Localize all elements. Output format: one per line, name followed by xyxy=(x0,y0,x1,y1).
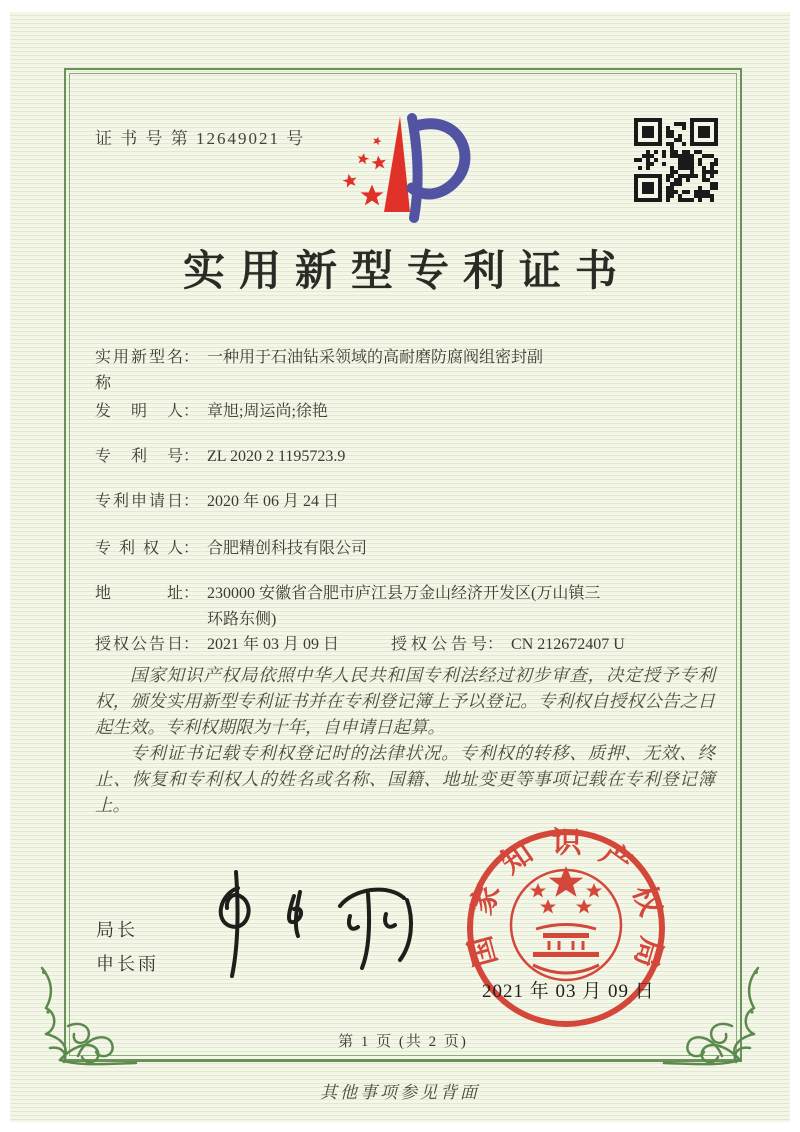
field-row-grant: 授权公告日 ： 2021 年 03 月 09 日 授权公告号 ： CN 212672407 U xyxy=(95,632,625,658)
commissioner-name: 申长雨 xyxy=(96,954,159,974)
field-row-patentee: 专利权人 ： 合肥精创科技有限公司 xyxy=(95,536,367,562)
field-label: 专利权人 xyxy=(95,540,183,557)
back-side-note: 其他事项参见背面 xyxy=(320,1083,480,1102)
signature-icon xyxy=(202,868,437,983)
commissioner-role: 局长 xyxy=(96,920,138,940)
field-label: 专利申请日 xyxy=(95,493,183,510)
page-number: 第 1 页 (共 2 页) xyxy=(338,1034,468,1050)
legal-text xyxy=(95,662,715,818)
certificate-paper xyxy=(10,12,790,1122)
field-label: 发明人 xyxy=(95,403,183,420)
field-label: 授权公告日 xyxy=(95,636,183,653)
field-value: 2020 年 06 月 24 日 xyxy=(207,493,340,510)
field-value: CN 212672407 U xyxy=(511,636,625,653)
legal-paragraph-2: 专利证书记载专利权登记时的法律状况。专利权的转移、质押、无效、终止、恢复和专利权人的姓名或名称、国籍、地址变更等事项记载在专利登记簿上。 xyxy=(95,743,715,815)
legal-paragraph-1: 国家知识产权局依照中华人民共和国专利法经过初步审查，决定授予专利权，颁发实用新型专利证书并在专利登记簿上予以登记。专利权自授权公告之日起生效。专利权期限为十年，自申请日起算。 xyxy=(95,665,715,737)
certificate-number: 证 书 号 第 12649021 号 xyxy=(95,129,306,148)
field-row-filing-date: 专利申请日 ： 2020 年 06 月 24 日 xyxy=(95,489,339,515)
field-value: 2021 年 03 月 09 日 xyxy=(207,636,340,653)
field-row-address: 地址 ： 230000 安徽省合肥市庐江县万金山经济开发区(万山镇三 环路东侧) xyxy=(95,581,600,633)
certificate-title: 实用新型专利证书 xyxy=(182,249,631,295)
field-value: 章旭;周运尚;徐艳 xyxy=(207,403,328,420)
field-value: ZL 2020 2 1195723.9 xyxy=(207,448,346,465)
seal-ring-text: 国家知识产权局 xyxy=(463,826,669,972)
field-value: 合肥精创科技有限公司 xyxy=(207,540,368,557)
national-emblem-icon xyxy=(511,868,621,980)
cnipa-logo-icon xyxy=(332,110,472,228)
field-label: 专利号 xyxy=(95,448,183,465)
field-label: 实用新型名称 xyxy=(95,349,183,392)
field-row-inventors: 发明人 ： 章旭;周运尚;徐艳 xyxy=(95,399,328,425)
svg-text:国家知识产权局 xyxy=(464,826,668,971)
address-line-1: 230000 安徽省合肥市庐江县万金山经济开发区(万山镇三 xyxy=(207,585,601,602)
field-label: 授权公告号 xyxy=(391,636,488,653)
corner-flourish-right-icon xyxy=(662,960,762,1070)
qr-code xyxy=(632,116,720,204)
field-pair-grant-no: 授权公告号 ： CN 212672407 U xyxy=(391,632,625,658)
field-value xyxy=(207,581,600,633)
corner-flourish-left-icon xyxy=(38,960,138,1070)
field-value: 一种用于石油钻采领域的高耐磨防腐阀组密封副 xyxy=(207,349,544,366)
field-label: 地址 xyxy=(95,585,183,602)
address-line-2: 环路东侧) xyxy=(207,611,277,628)
seal-date: 2021 年 03 月 09 日 xyxy=(482,981,655,1002)
field-row-patent-no: 专利号 ： ZL 2020 2 1195723.9 xyxy=(95,444,345,470)
field-row-name: 实用新型名称 ： 一种用于石油钻采领域的高耐磨防腐阀组密封副 xyxy=(95,345,543,397)
